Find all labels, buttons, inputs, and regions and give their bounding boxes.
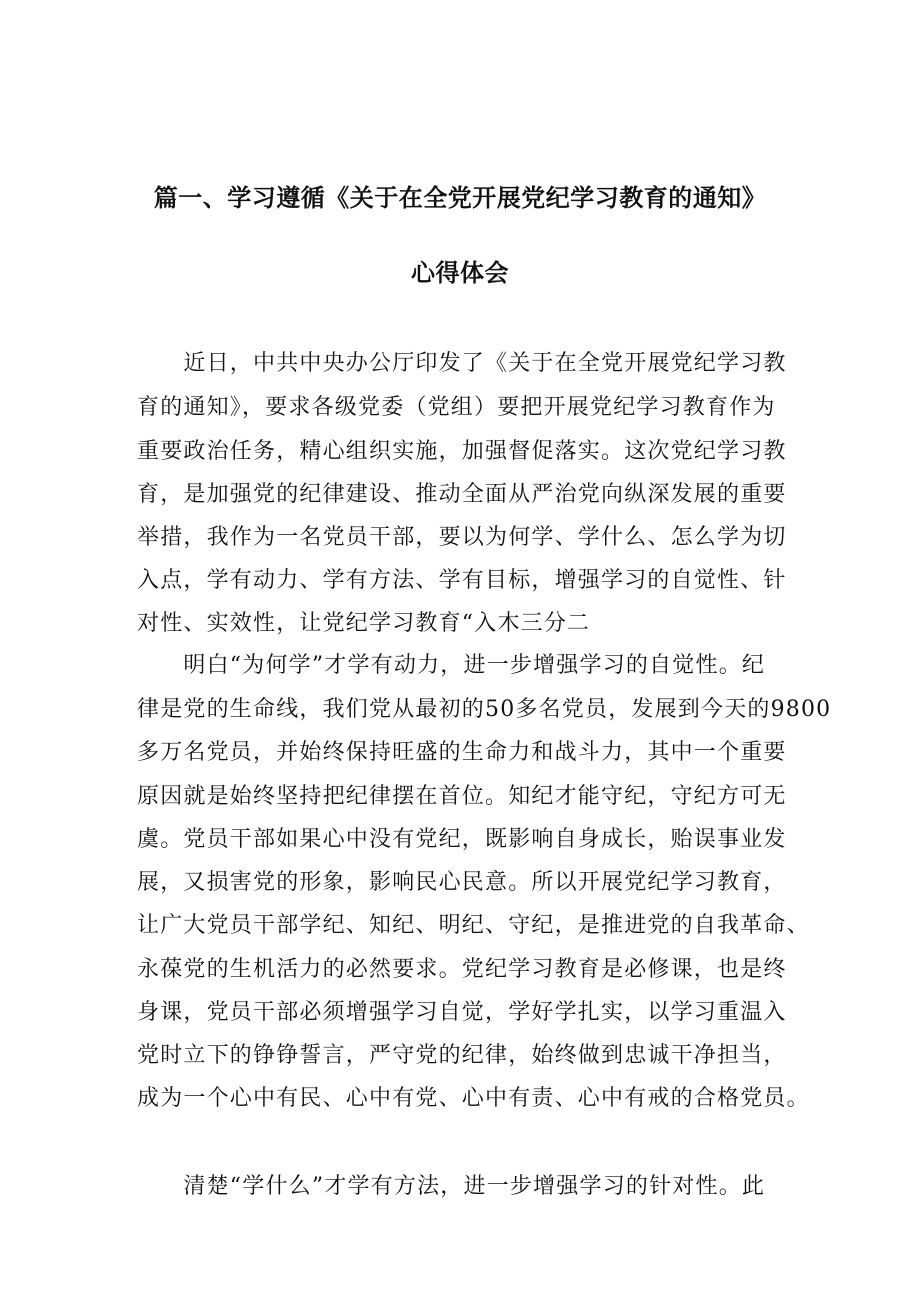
body-line-12: 虞。党员干部如果心中没有党纪，既影响自身成长，贻误事业发 (137, 827, 787, 852)
document-title-line-2: 心得体会 (411, 259, 509, 287)
body-line-11: 原因就是始终坚持把纪律摆在首位。知纪才能守纪，守纪方可无 (137, 784, 787, 809)
body-line-2: 育的通知》，要求各级党委（党组）要把开展党纪学习教育作为 (137, 395, 776, 420)
body-line-4: 育，是加强党的纪律建设、推动全面从严治党向纵深发展的重要 (137, 482, 787, 507)
body-line-5: 举措，我作为一名党员干部，要以为何学、学什么、怎么学为切 (137, 525, 787, 550)
body-line-13: 展，又损害党的形象，影响民心民意。所以开展党纪学习教育， (137, 870, 787, 895)
body-line-15: 永葆党的生机活力的必然要求。党纪学习教育是必修课，也是终 (137, 957, 787, 982)
body-line-18: 成为一个心中有民、心中有党、心中有责、心中有戒的合格党员。 (137, 1086, 810, 1111)
body-line-10: 多万名党员，并始终保持旺盛的生命力和战斗力，其中一个重要 (137, 740, 787, 765)
body-line-6: 入点，学有动力、学有方法、学有目标，增强学习的自觉性、针 (137, 568, 787, 593)
body-line-16: 身课，党员干部必须增强学习自觉，学好学扎实，以学习重温入 (137, 1000, 787, 1025)
body-line-8: 明白“为何学”才学有动力，进一步增强学习的自觉性。纪 (137, 653, 766, 678)
document-title-line-1: 篇一、学习遵循《关于在全党开展党纪学习教育的通知》 (153, 184, 767, 212)
body-line-17: 党时立下的铮铮誓言，严守党的纪律，始终做到忠诚干净担当， (137, 1043, 787, 1068)
body-line-19: 清楚“学什么”才学有方法，进一步增强学习的针对性。此 (137, 1174, 766, 1199)
body-line-7: 对性、实效性，让党纪学习教育“入木三分二 (137, 611, 591, 636)
body-line-9: 律是党的生命线，我们党从最初的50多名党员，发展到今天的9800 (137, 697, 832, 722)
body-line-3: 重要政治任务，精心组织实施，加强督促落实。这次党纪学习教 (137, 439, 787, 464)
body-line-14: 让广大党员干部学纪、知纪、明纪、守纪，是推进党的自我革命、 (137, 913, 810, 938)
body-line-1: 近日，中共中央办公厅印发了《关于在全党开展党纪学习教 (137, 351, 787, 376)
